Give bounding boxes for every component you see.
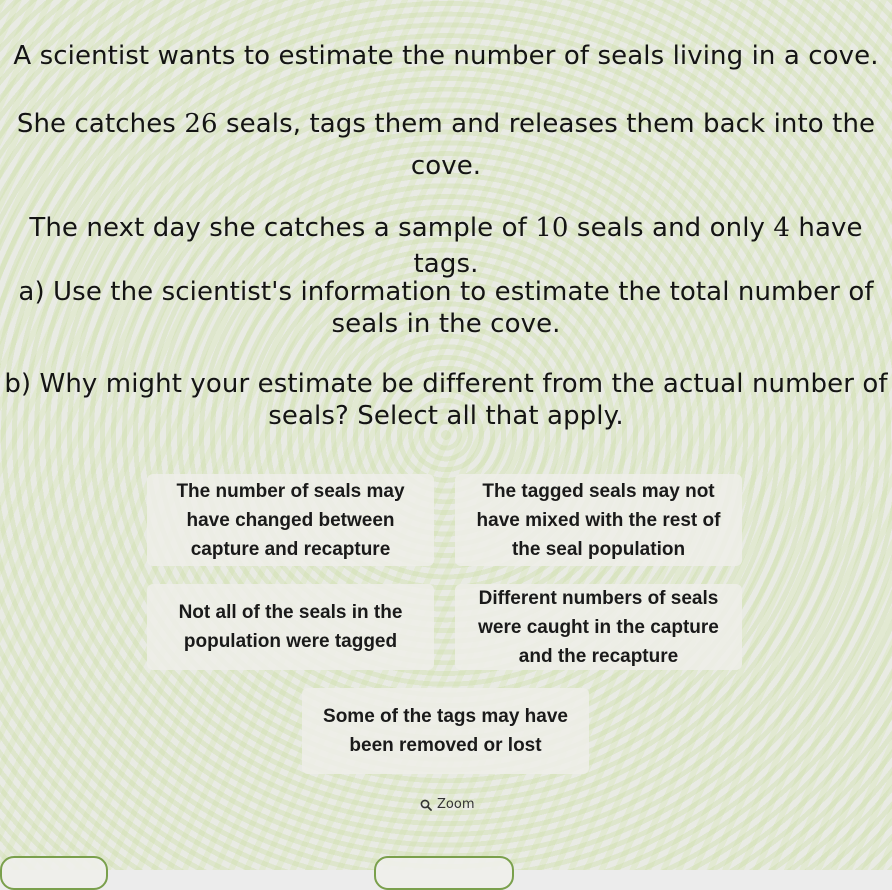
option-text: the seal population bbox=[511, 538, 686, 560]
option-text: capture and recapture bbox=[190, 538, 391, 560]
zoom-label: Zoom bbox=[437, 797, 475, 812]
tagged-number: 4 bbox=[773, 213, 791, 243]
option-text: Some of the tags may have bbox=[323, 706, 568, 727]
question-line-2: She catches 26 seals, tags them and releases them back into the bbox=[16, 109, 876, 139]
option-text: have changed between bbox=[186, 509, 395, 531]
option-text: Not all of the seals in the bbox=[178, 602, 403, 623]
option-text: been removed or lost bbox=[349, 735, 542, 756]
option-text: population were tagged bbox=[183, 631, 398, 652]
option-different-numbers[interactable] bbox=[455, 584, 742, 670]
option-text: have mixed with the rest of bbox=[476, 509, 721, 531]
part-b-line-2: seals? Select all that apply. bbox=[268, 401, 624, 431]
option-not-mixed[interactable] bbox=[455, 474, 742, 566]
option-tags-lost[interactable] bbox=[302, 688, 589, 774]
watch-video-button[interactable] bbox=[374, 856, 514, 890]
question-line-4: The next day she catches a sample of 10 seals and only 4 have tags. bbox=[29, 213, 863, 279]
option-not-all-tagged[interactable] bbox=[147, 584, 434, 670]
option-text: and the recapture bbox=[518, 645, 679, 667]
option-text: The number of seals may bbox=[176, 480, 405, 502]
part-a-line-2: seals in the cove. bbox=[331, 309, 561, 339]
sample-number: 10 bbox=[535, 213, 569, 243]
question-line-3: cove. bbox=[410, 151, 482, 181]
part-b-line-1: b) Why might your estimate be different from the actual number of bbox=[4, 369, 888, 399]
question-line-1: A scientist wants to estimate the number of seals living in a cove. bbox=[13, 41, 879, 71]
bottom-left-button[interactable] bbox=[0, 856, 108, 890]
part-a-line-1: a) Use the scientist's information to estimate the total number of bbox=[18, 277, 874, 307]
option-text: The tagged seals may not bbox=[482, 480, 715, 502]
option-text: Different numbers of seals bbox=[478, 587, 719, 609]
caught-number: 26 bbox=[184, 109, 218, 139]
magnifier-icon bbox=[420, 799, 432, 811]
option-population-changed[interactable] bbox=[147, 474, 434, 566]
zoom-button[interactable] bbox=[420, 797, 474, 812]
option-text: were caught in the capture bbox=[478, 616, 719, 638]
